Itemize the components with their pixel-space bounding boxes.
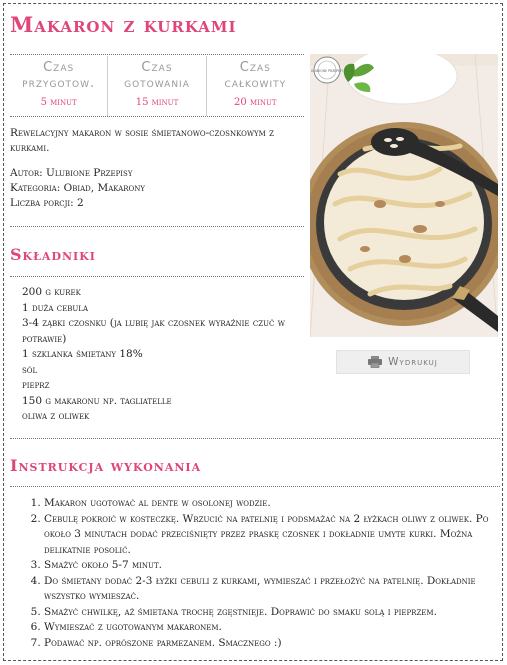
ingredient-item: 1 duża cebula [22, 301, 88, 314]
instruction-step: 4. Do śmietany dodać 2-3 łyżki cebuli z kurkami, wymieszać i przełożyć na patelnię. Dokładnie wszystko wymieszać. [44, 574, 500, 605]
prep-time [10, 56, 108, 116]
recipe-description: Rewelacyjny makaron w sosie śmietanowo-czosnkowym z kurkami. [10, 127, 275, 154]
ingredients-heading: Składniki [10, 245, 96, 264]
servings: Liczba porcji: 2 [10, 197, 84, 209]
recipe-meta [10, 166, 302, 211]
ingredient-item: 150 g makaronu np. tagliatelle [22, 394, 172, 407]
ingredient-item: 200 g kurek [22, 286, 81, 298]
divider [10, 226, 304, 227]
author: Autor: Ulubione Przepisy [10, 167, 133, 179]
divider [10, 54, 304, 55]
instruction-step: 3. Smażyć około 5-7 minut. [44, 558, 500, 574]
instruction-step: 7. Podawać np. oprószone parmezanem. Smacznego :) [44, 636, 500, 652]
ingredients-list [22, 285, 302, 425]
cook-time-value: 15 minut [135, 97, 179, 108]
recipe-card [3, 3, 503, 661]
ingredient-item: pieprz [22, 379, 50, 391]
prep-time-value: 5 minut [40, 97, 77, 108]
photo-stamp-text: ULUBIONE PRZEPISY [310, 69, 344, 73]
ingredient-item: oliwa z oliwek [22, 410, 90, 422]
print-button-label: Wydrukuj [388, 356, 438, 368]
instruction-step: 2. Cebulę pokroić w kosteczkę. Wrzucić na patelnię i podsmażać na 2 łyżkach oliwy z oliwek. Po około 3 minutach dodać przeciśnięty przez praskę czosnek i dokładnie umyte kurki. Można delikatnie posolić. [44, 512, 500, 559]
ingredient-item: 3-4 ząbki czosnku (ja lubię jak czosnek wyraźnie czuć w potrawie) [22, 317, 285, 345]
total-time [207, 56, 304, 116]
instruction-step: 1. Makaron ugotować al dente w osolonej wodzie. [44, 496, 500, 512]
divider [10, 116, 304, 117]
recipe-photo [310, 54, 498, 337]
category: Kategoria: Obiad, Makarony [10, 182, 146, 194]
instructions-heading: Instrukcja wykonania [10, 456, 202, 475]
prep-time-label: Czas przygotow. [22, 60, 96, 91]
ingredient-item: 1 szklanka śmietany 18% [22, 348, 143, 360]
cook-time-label: Czas gotowania [124, 60, 190, 91]
ingredient-item: sól [22, 363, 38, 376]
total-time-value: 20 minut [234, 97, 277, 108]
divider [10, 276, 304, 277]
total-time-label: Czas całkowity [224, 60, 287, 91]
cook-time [108, 56, 206, 116]
instruction-step: 5. Smażyć chwilkę, aż śmietana trochę zgęstnieje. Doprawić do smaku solą i pieprzem. [44, 605, 500, 621]
instructions-list [26, 496, 500, 651]
divider [10, 438, 500, 439]
print-button[interactable] [336, 350, 470, 374]
time-summary [10, 56, 304, 116]
instruction-step: 6. Wymieszać z ugotowanym makaronem. [44, 620, 500, 636]
printer-icon [368, 356, 382, 368]
divider [10, 486, 500, 487]
recipe-title: Makaron z kurkami [10, 12, 237, 37]
